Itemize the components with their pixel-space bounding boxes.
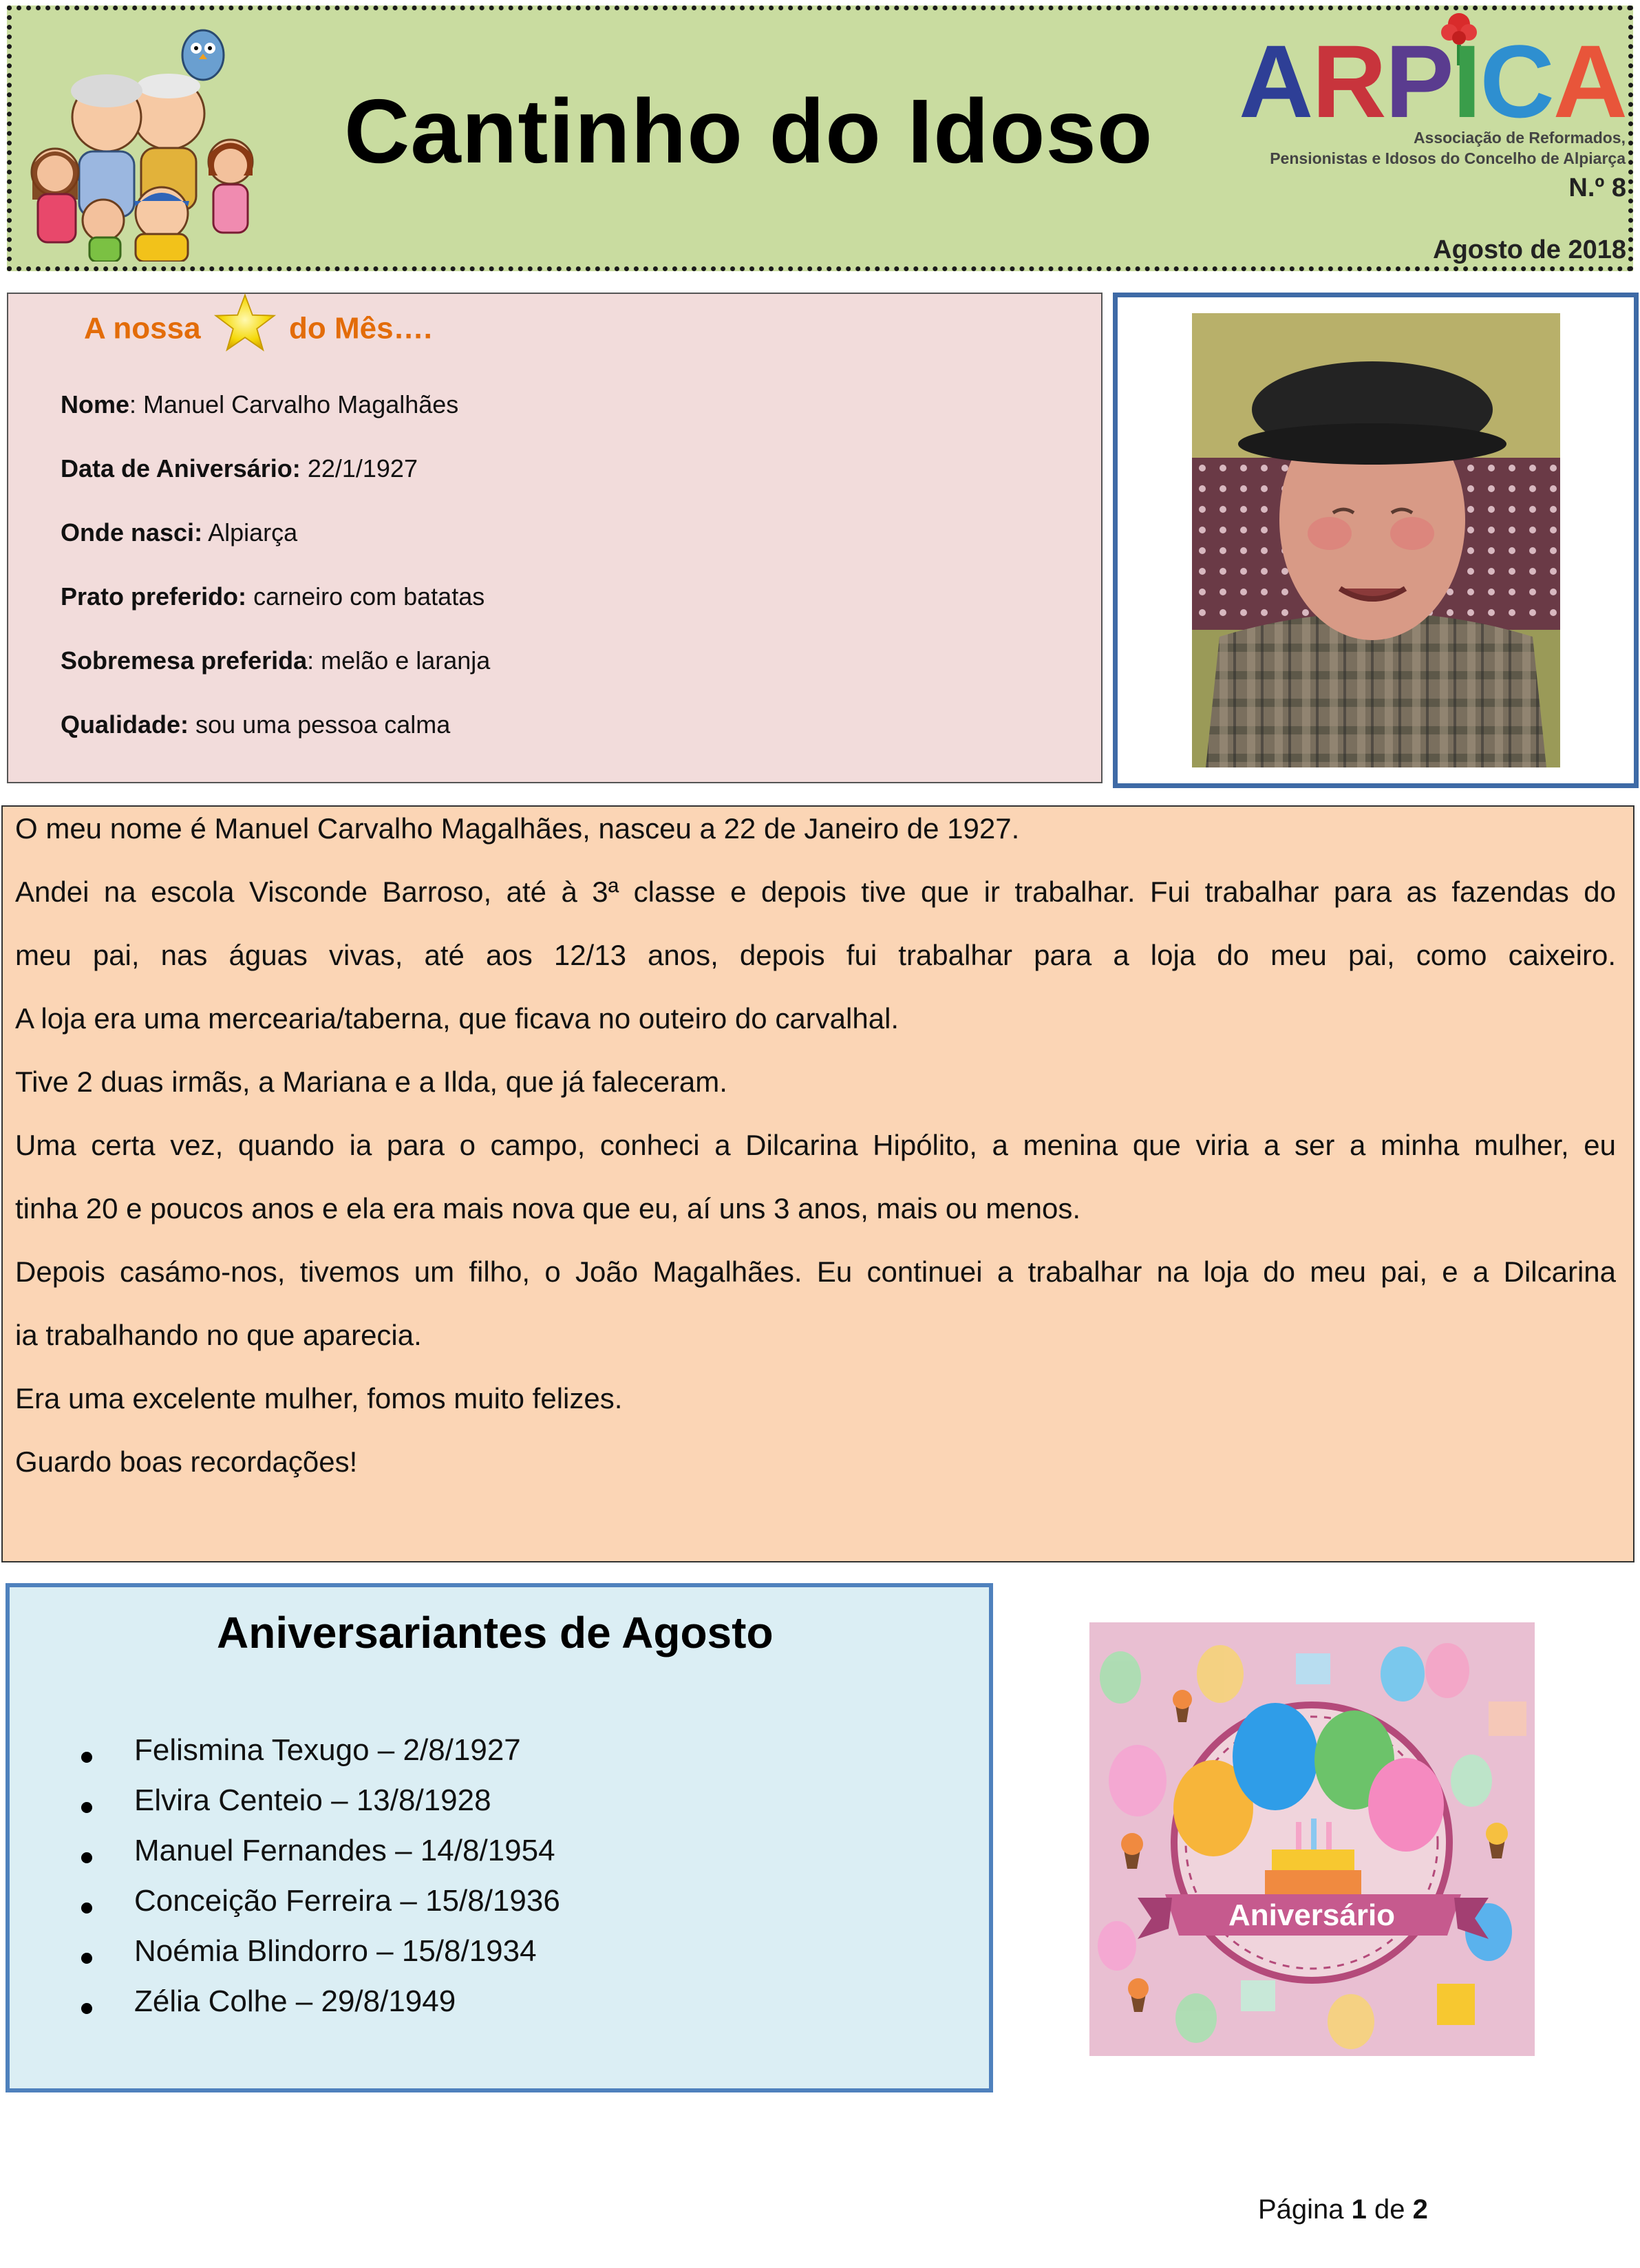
logo-subtitle-line2: Pensionistas e Idosos do Concelho de Alpiarça: [1270, 149, 1626, 167]
story-line: Era uma excelente mulher, fomos muito felizes.: [15, 1382, 623, 1414]
story-line: Tive 2 duas irmãs, a Mariana e a Ilda, que já faleceram.: [15, 1066, 727, 1098]
svg-text:ARPICA: ARPICA: [1239, 23, 1627, 139]
birthday-item: Zélia Colhe – 29/8/1949: [134, 1984, 456, 2018]
fact-favorite-dessert: Sobremesa preferida: melão e laranja: [61, 646, 491, 675]
fact-birthplace: Onde nasci: Alpiarça: [61, 518, 298, 547]
card-banner-text: Aniversário: [1228, 1898, 1396, 1932]
bullet-icon: [81, 1953, 92, 1964]
portrait-photo: [1192, 313, 1560, 767]
bullet-icon: [81, 1802, 92, 1813]
story-line: Uma certa vez, quando ia para o campo, conheci a Dilcarina Hipólito, a menina que viria a ser a minha mulher, eu: [15, 1129, 1616, 1161]
bullet-icon: [81, 1903, 92, 1914]
fact-birthday: Data de Aniversário: 22/1/1927: [61, 454, 418, 483]
logo-subtitle-line1: Associação de Reformados,: [1413, 129, 1626, 147]
bullet-icon: [81, 1752, 92, 1763]
birthday-item: Felismina Texugo – 2/8/1927: [134, 1733, 521, 1767]
birthday-item: Conceição Ferreira – 15/8/1936: [134, 1884, 560, 1918]
birthday-item: Elvira Centeio – 13/8/1928: [134, 1783, 491, 1817]
issue-number: N.º 8: [1568, 173, 1626, 202]
bullet-icon: [81, 1852, 92, 1863]
story-line: Depois casámo-nos, tivemos um filho, o João Magalhães. Eu continuei a trabalhar na loja do meu pai, e a Dilcarina: [15, 1255, 1616, 1288]
newsletter-title: Cantinho do Idoso: [344, 81, 1153, 182]
story-line: Guardo boas recordações!: [15, 1445, 358, 1478]
story-line: A loja era uma mercearia/taberna, que ficava no outeiro do carvalhal.: [15, 1002, 899, 1035]
star-icon: [213, 293, 277, 352]
birthdays-title: Aniversariantes de Agosto: [217, 1608, 774, 1657]
story-line: O meu nome é Manuel Carvalho Magalhães, nasceu a 22 de Janeiro de 1927.: [15, 812, 1020, 845]
fact-favorite-dish: Prato preferido: carneiro com batatas: [61, 582, 485, 611]
page-footer: Página 1 de 2: [1258, 2194, 1428, 2225]
star-of-month-heading: [84, 308, 432, 352]
fact-name: Nome: Manuel Carvalho Magalhães: [61, 390, 459, 418]
birthday-item: Manuel Fernandes – 14/8/1954: [134, 1834, 555, 1867]
arpica-logo: [1218, 10, 1631, 176]
family-illustration: [24, 14, 258, 262]
story-line: tinha 20 e poucos anos e ela era mais nova que eu, aí uns 3 anos, mais ou menos.: [15, 1192, 1080, 1225]
story-line: meu pai, nas águas vivas, até aos 12/13 anos, depois fui trabalhar para a loja do meu pai, como caixeiro.: [15, 939, 1616, 971]
bullet-icon: [81, 2003, 92, 2014]
issue-date: Agosto de 2018: [1433, 235, 1626, 264]
birthday-item: Noémia Blindorro – 15/8/1934: [134, 1934, 537, 1968]
fact-quality: Qualidade: sou uma pessoa calma: [61, 710, 451, 739]
story-line: Andei na escola Visconde Barroso, até à 3ª classe e depois tive que ir trabalhar. Fui trabalhar para as fazendas do: [15, 876, 1616, 908]
heading-prefix: A nossa: [84, 311, 201, 346]
current-page: 1: [1351, 2194, 1367, 2225]
total-pages: 2: [1412, 2194, 1428, 2225]
birthday-card-illustration: [1089, 1622, 1535, 2056]
story-line: ia trabalhando no que aparecia.: [15, 1319, 422, 1351]
heading-suffix: do Mês….: [289, 311, 432, 346]
